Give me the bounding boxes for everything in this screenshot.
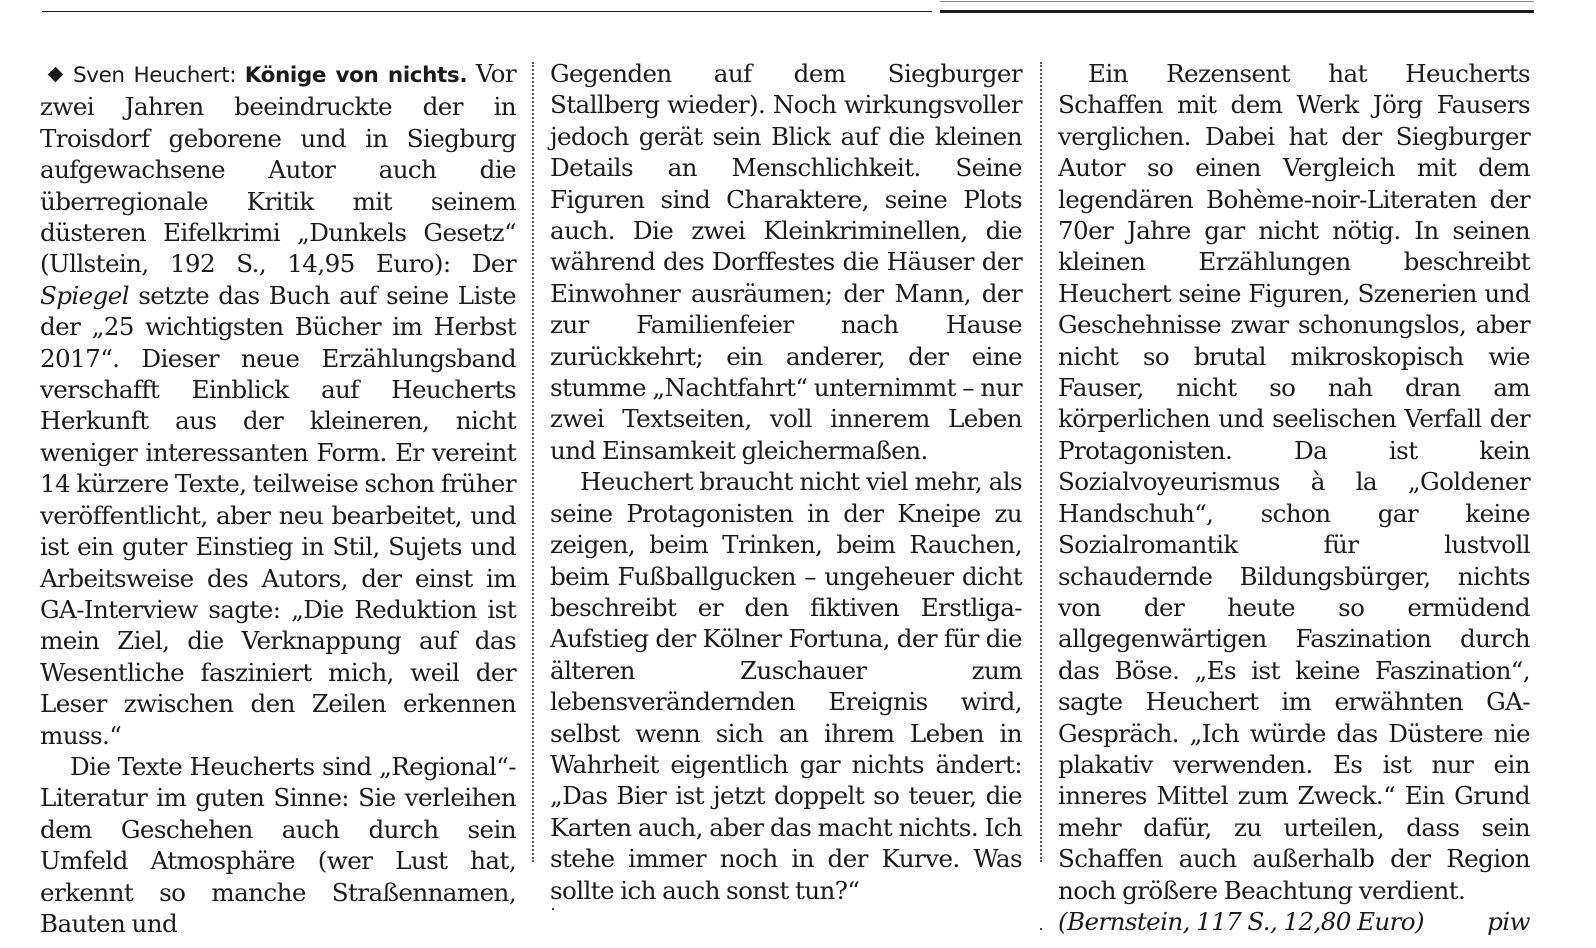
col1-text-end: setzte das Buch auf seine Liste der „25 wichtigsten Bücher im Herbst 2017“. Dieser neue Erzählungsband verschafft Einblick auf Heucherts Herkunft aus der kleineren, nicht weniger interessanten Form. Er vereint 14 kürzere Texte, teilweise schon früher veröffentlicht, aber neu bearbeitet, und ist ein guter Einstieg in Stil, Sujets und Arbeitsweise des Autors, der einst im GA-Interview sagte: „Die Reduktion ist mein Ziel, die Verknappung auf das Wesentliche fasziniert mich, weil der Leser zwischen den Zeilen erkennen muss.“ xyxy=(40,280,516,750)
column-divider-1 xyxy=(532,62,534,862)
scan-speck xyxy=(1040,928,1042,930)
col1-paragraph-2: Die Texte Heucherts sind „Regional“-Literatur im guten Sinne: Sie verleihen dem Geschehen auch durch sein Umfeld Atmosphäre (wer Lust hat, erkennt so manche Straßennamen, Bauten und xyxy=(40,751,516,938)
spiegel-name: Spiegel xyxy=(40,280,129,310)
col1-text: Vor zwei Jahren beeindruckte der in Troisdorf geborene und in Siegburg aufgewachsene Autor auch die überregionale Kritik mit seinem düsteren Eifelkrimi „Dunkels Gesetz“ (Ullstein, 192 S., 14,95 Euro): Der xyxy=(40,59,517,279)
column-3 xyxy=(1058,58,1530,937)
column-1 xyxy=(40,58,516,939)
book-credit: (Bernstein, 117 S., 12,80 Euro) xyxy=(1058,906,1424,936)
scan-speck xyxy=(552,908,554,910)
review-intro-paragraph xyxy=(40,58,516,751)
author-signature: piw xyxy=(1487,906,1530,936)
col2-paragraph-1: Gegenden auf dem Siegburger Stallberg wieder). Noch wirkungsvoller jedoch gerät sein Blick auf die kleinen Details an Menschlichkeit. Seine Figuren sind Charaktere, seine Plots auch. Die zwei Kleinkriminellen, die während des Dorffestes die Häuser der Einwohner ausräumen; der Mann, der zur Familienfeier nach Hause zurückkehrt; ein anderer, der eine stumme „Nachtfahrt“ unternimmt – nur zwei Textseiten, voll innerem Leben und Einsamkeit gleichermaßen. xyxy=(550,59,1022,465)
book-author: Sven Heuchert xyxy=(73,63,230,88)
book-title: Könige von nichts. xyxy=(244,63,468,88)
book-credit-line xyxy=(1058,906,1530,937)
author-colon: : xyxy=(229,63,237,88)
col2-paragraph-2: Heuchert braucht nicht viel mehr, als seine Protagonisten in der Kneipe zu zeigen, beim Trinken, beim Rauchen, beim Fußballgucken – ungeheuer dicht beschreibt er den fiktiven Erstliga-Aufstieg der Kölner Fortuna, der für die älteren Zuschauer zum lebensverändernden Ereignis wird, selbst wenn sich an ihrem Leben in Wahrheit eigentlich gar nichts ändert: „Das Bier ist jetzt doppelt so teuer, die Karten auch, aber das macht nichts. Ich stehe immer noch in der Kurve. Was sollte ich auch sonst tun?“ xyxy=(550,467,1022,905)
col3-paragraph-1: Ein Rezensent hat Heucherts Schaffen mit dem Werk Jörg Fausers verglichen. Dabei hat der Siegburger Autor so einen Vergleich mit dem legendären Bohème-noir-Literaten der 70er Jahre gar nicht nötig. In seinen kleinen Erzählungen beschreibt Heuchert seine Figuren, Szenerien und Geschehnisse zwar schonungslos, aber nicht so brutal mikroskopisch wie Fauser, nicht so nah dran am körperlichen und seelischen Verfall der Protagonisten. Da ist kein Sozialvoyeurismus à la „Goldener Handschuh“, schon gar keine Sozialromantik für lustvoll schaudernde Bildungsbürger, nichts von der heute so ermüdend allgegenwärtigen Faszination durch das Böse. „Es ist keine Faszination“, sagte Heuchert im erwähnten GA-Gespräch. „Ich würde das Düstere nie plakativ verwenden. Es ist nur ein inneres Mittel zum Zweck.“ Ein Grund mehr dafür, zu urteilen, dass sein Schaffen auch außerhalb der Region noch größere Beachtung verdient. xyxy=(1058,59,1530,905)
top-rule-right-thin xyxy=(940,1,1534,2)
top-rule-right xyxy=(940,10,1534,13)
bullet-diamond-icon xyxy=(48,66,64,82)
top-rule-left xyxy=(42,11,932,12)
column-divider-2 xyxy=(1040,62,1042,862)
column-2 xyxy=(550,58,1022,906)
